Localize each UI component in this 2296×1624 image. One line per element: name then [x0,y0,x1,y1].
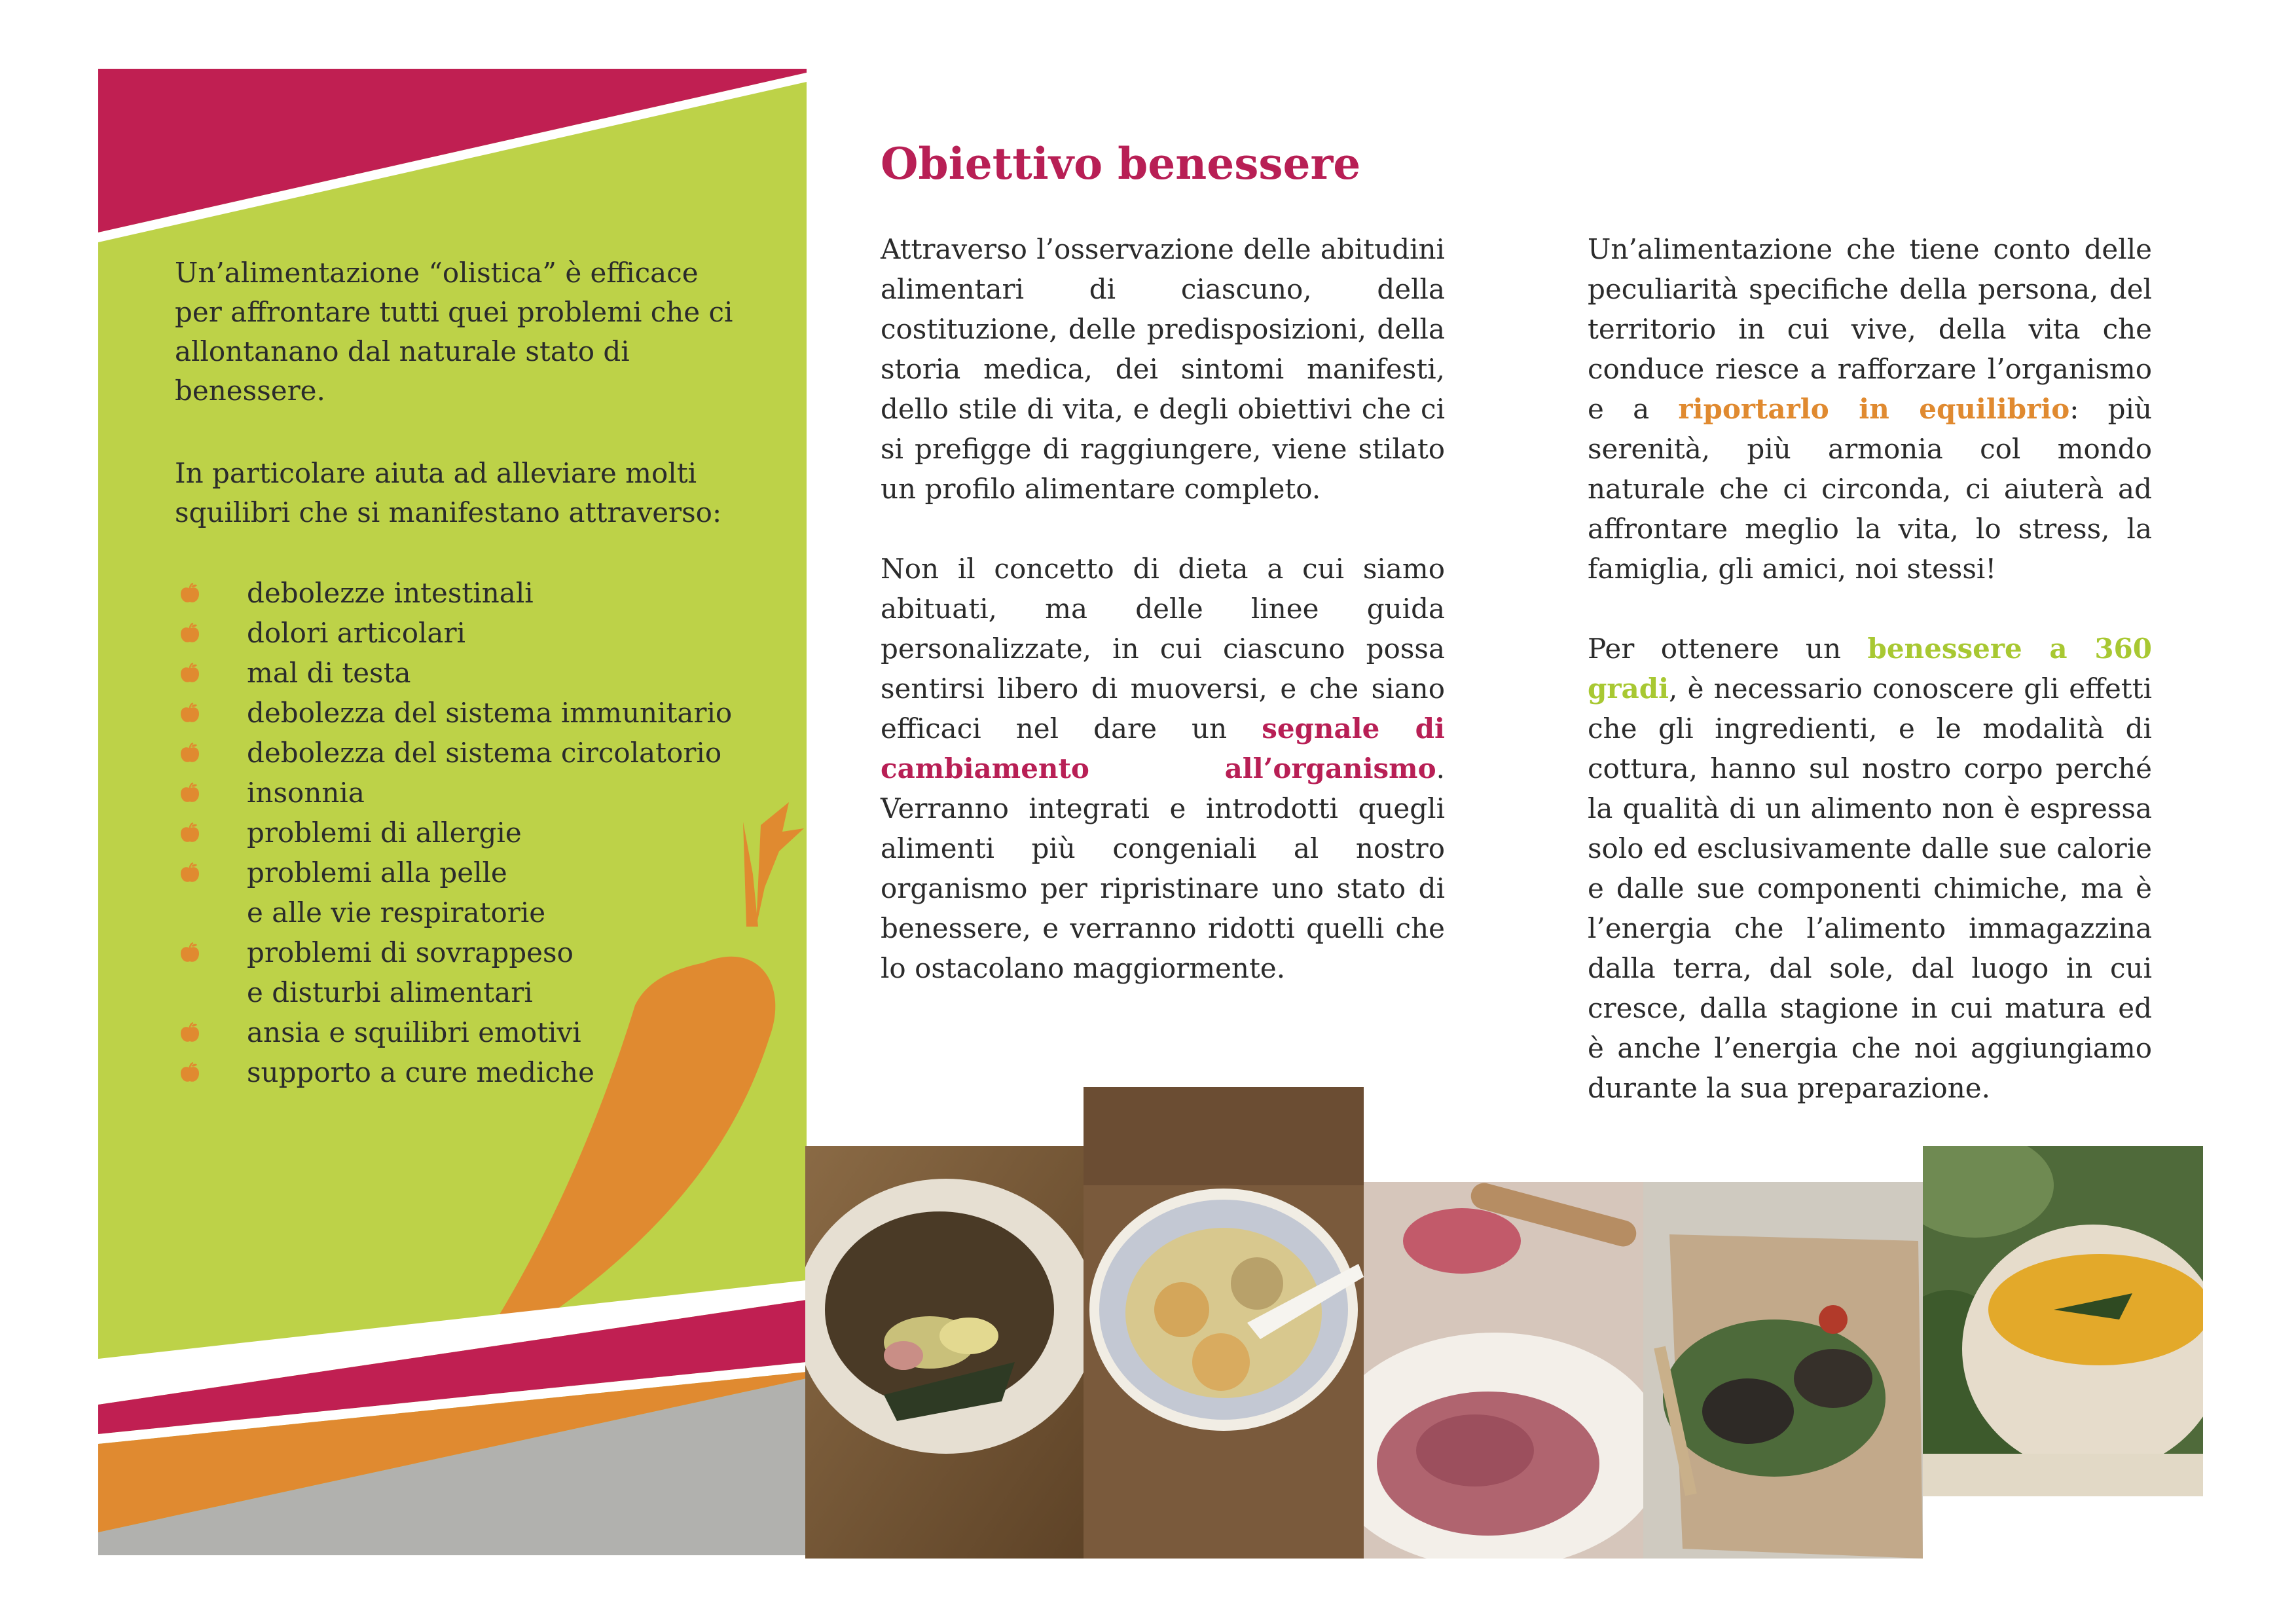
text-run: , è necessario conoscere gli effetti che gli ingredienti, e le modalità di cottura, hanno sul nostro corpo perché la qualità di un alimento non è espressa solo ed esclusivamente dalle sue calorie e dalle sue componenti chimiche, ma è l’energia che l’alimento immagazzina dalla terra, dal sole, dal luogo in cui cresce, dalla stagione in cui matura ed è anche l’energia che noi aggiungiamo durante la sua preparazione. [1588,673,2152,1104]
ailment-item [175,1012,803,1052]
photo-pasta-plate [1364,1182,1643,1559]
apple-icon [179,583,201,605]
ailment-label: problemi di allergie [247,817,522,849]
apple-icon [179,623,201,645]
ailment-item [175,573,803,613]
apple-icon [179,862,201,885]
ailment-item [175,773,803,813]
apple-icon [179,783,201,805]
paragraph-balance [1588,229,2152,589]
section-title: Obiettivo benessere [881,138,1361,189]
ailment-label: debolezze intestinali [247,577,534,609]
text-column-left [881,229,1445,1028]
ailment-item [175,932,803,1012]
ailment-item [175,693,803,733]
text-column-right [1588,229,2152,1148]
photo-orange-soup-bowl [1923,1146,2203,1496]
ailment-label: e disturbi alimentari [247,976,533,1008]
apple-icon [179,703,201,725]
photo-soup-dumplings-bowl [1084,1087,1364,1559]
ailment-label: e alle vie respiratorie [247,896,546,929]
ailment-label: problemi alla pelle [247,857,507,889]
text-run: Non il concetto di dieta a cui siamo abituati, ma delle linee guida personalizzate, in cui ciascuno possa sentirsi libero di muoversi, e che siano efficaci nel dare un [881,553,1445,745]
intro-paragraph: Un’alimentazione “olistica” è efficace per affrontare tutti quei problemi che ci allontanano dal naturale stato di benessere. [175,257,733,407]
paragraph-guidelines [881,549,1445,988]
ailments-intro: In particolare aiuta ad alleviare molti squilibri che si manifestano attraverso: [175,457,722,528]
ailment-label: mal di testa [247,657,411,689]
left-panel [98,69,807,1555]
ailment-item [175,1052,803,1092]
text-run: . Verranno integrati e introdotti quegli alimenti più congeniali al nostro organismo per ripristinare uno stato di benessere, e verranno ridotti quelli che lo ostacolano maggiormente. [881,752,1445,984]
ailment-label: problemi di sovrappeso [247,936,574,969]
ailment-item [175,813,803,853]
text-run: Per ottenere un [1588,633,1868,665]
photo-pickled-vegetables-bowl [805,1146,1084,1559]
photo-burgers-greens [1643,1182,1923,1559]
apple-icon [179,1062,201,1084]
apple-icon [179,942,201,965]
highlight-wellbeing-360: benessere a 360 gradi [1588,633,2152,705]
ailment-item [175,733,803,773]
apple-icon [179,743,201,765]
ailment-item [175,853,803,932]
ailment-label: supporto a cure mediche [247,1056,594,1088]
ailment-item [175,613,803,653]
paragraph-profile: Attraverso l’osservazione delle abitudini alimentari di ciascuno, della costituzione, delle predisposizioni, della storia medica, dei sintomi manifesti, dello stile di vita, e degli obiettivi che ci si prefigge di raggiungere, viene stilato un profilo alimentare completo. [881,233,1445,505]
apple-icon [179,1022,201,1044]
highlight-change-signal: segnale di cambiamento all’organismo [881,712,1446,784]
ailment-item [175,653,803,693]
ailment-label: dolori articolari [247,617,465,649]
text-run: Un’alimentazione che tiene conto delle peculiarità specifiche della persona, del territorio in cui vive, della vita che conduce riesce a rafforzare l’organismo e a [1588,233,2152,425]
paragraph-wellbeing [1588,629,2152,1108]
apple-icon [179,663,201,685]
text-run: : più serenità, più armonia col mondo naturale che ci circonda, ci aiuterà ad affrontare meglio la vita, lo stress, la famiglia, gli amici, noi stessi! [1588,393,2152,585]
ailment-label: insonnia [247,777,365,809]
ailment-label: ansia e squilibri emotivi [247,1016,581,1048]
ailment-label: debolezza del sistema immunitario [247,697,733,729]
ailments-list [175,573,803,1092]
apple-icon [179,822,201,845]
ailment-label: debolezza del sistema circolatorio [247,737,722,769]
highlight-balance: riportarlo in equilibrio [1678,393,2070,425]
